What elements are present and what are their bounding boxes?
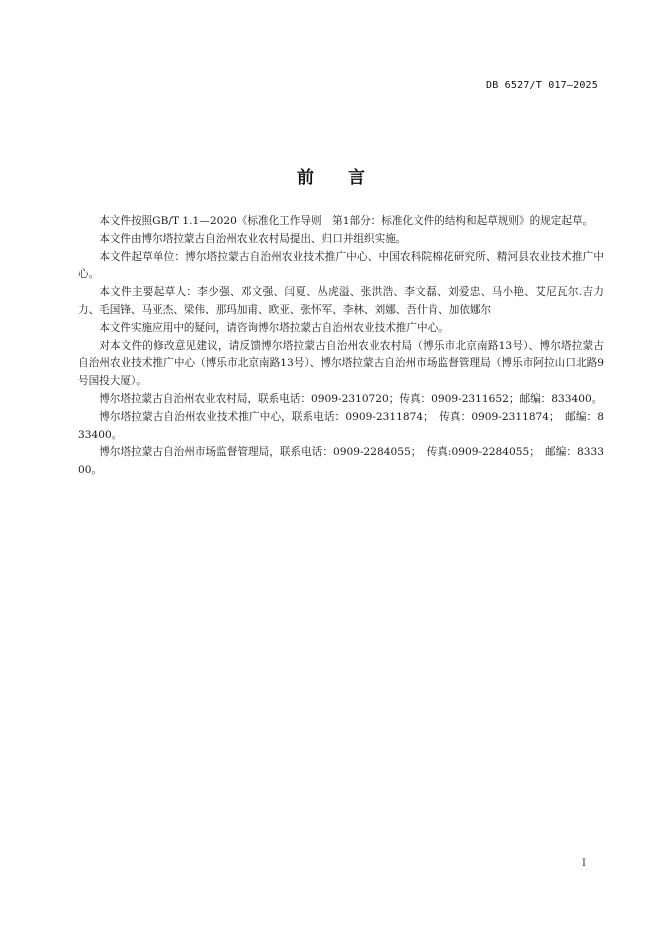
- paragraph-drafters: 本文件主要起草人：李少强、邓文强、闫夏、丛虎溢、张洪浩、李文磊、刘爱忠、马小艳、艾尼瓦尔.吉力力、毛国锋、马亚杰、梁伟、那玛加甫、欧亚、张怀军、李林、刘娜、吾什肯、加依娜尔: [78, 286, 604, 316]
- paragraph-feedback: 对本文件的修改意见建议，请反馈博尔塔拉蒙古自治州农业农村局（博乐市北京南路13号）、博尔塔拉蒙古自治州农业技术推广中心（博乐市北京南路13号）、博尔塔拉蒙古自治州市场监督管理局（博乐市阿拉山口北路9号国投大厦）。: [78, 339, 604, 388]
- paragraph-contact-market-bureau: 博尔塔拉蒙古自治州市场监督管理局，联系电话：0909-2284055； 传真:0909-2284055； 邮编：833300。: [78, 446, 604, 477]
- paragraph-inquiries: 本文件实施应用中的疑问，请咨询博尔塔拉蒙古自治州农业技术推广中心。: [99, 321, 449, 334]
- paragraph-drafting-rules: 本文件按照GB/T 1.1—2020《标准化工作导则 第1部分：标准化文件的结构和起草规则》的规定起草。: [99, 215, 594, 227]
- paragraph-contact-agriculture-bureau: 博尔塔拉蒙古自治州农业农村局，联系电话：0909-2310720；传真：0909-2311652；邮编：833400。: [99, 392, 603, 405]
- page-title: 前言: [297, 168, 399, 188]
- paragraph-proposer: 本文件由博尔塔拉蒙古自治州农业农村局提出、归口并组织实施。: [99, 232, 407, 245]
- document-body: [78, 213, 604, 480]
- document-code: DB 6527/T 017—2025: [486, 80, 598, 91]
- paragraph-contact-extension-center: 博尔塔拉蒙古自治州农业技术推广中心，联系电话：0909-2311874； 传真：0909-2311874； 邮编：833400。: [78, 410, 604, 441]
- paragraph-drafting-units: 本文件起草单位：博尔塔拉蒙古自治州农业技术推广中心、中国农科院棉花研究所、精河县农业技术推广中心。: [78, 250, 604, 281]
- page-number: I: [582, 858, 586, 869]
